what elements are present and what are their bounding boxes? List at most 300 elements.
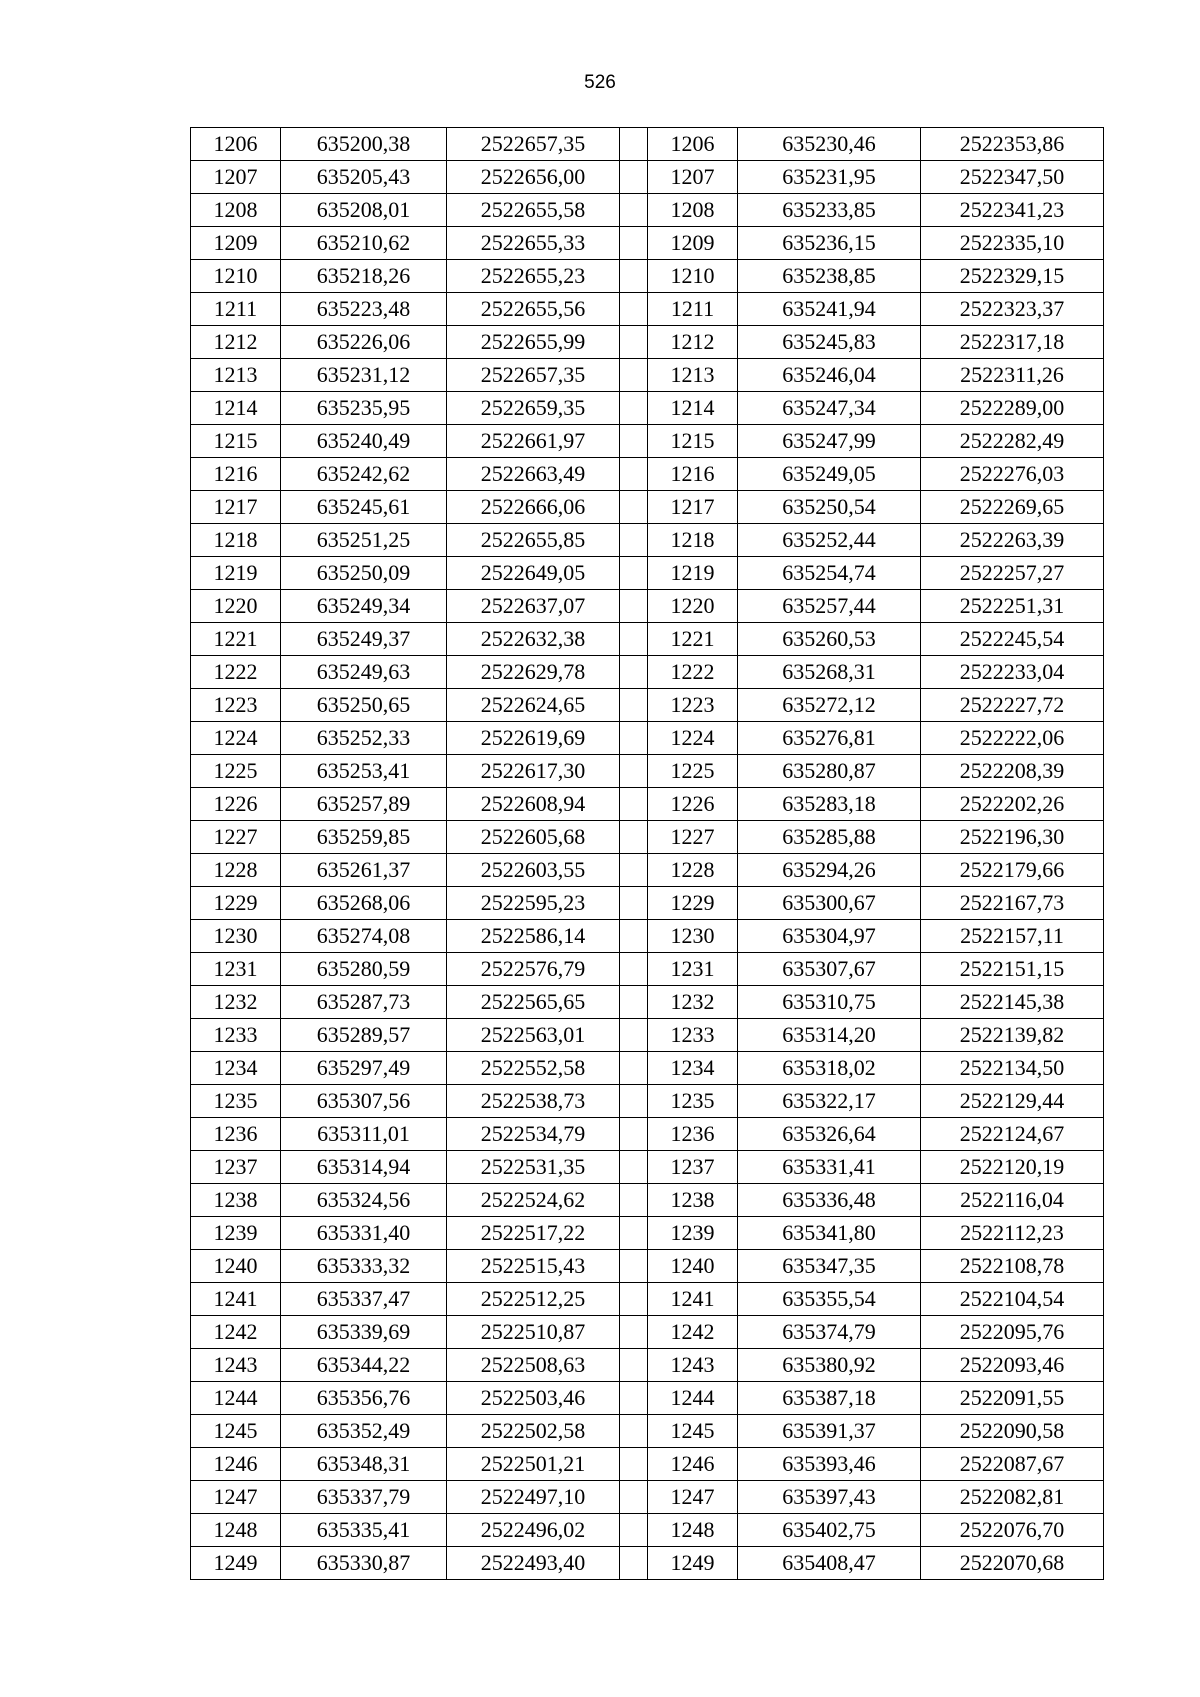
table-row	[191, 557, 1104, 590]
y-coordinate-right: 2522323,37	[921, 293, 1104, 326]
x-coordinate-left: 635240,49	[281, 425, 447, 458]
y-coordinate-left: 2522586,14	[447, 920, 620, 953]
point-number-left: 1224	[191, 722, 281, 755]
table-row	[191, 986, 1104, 1019]
spacer-cell	[620, 788, 648, 821]
spacer-cell	[620, 590, 648, 623]
point-number-right: 1208	[648, 194, 738, 227]
point-number-right: 1228	[648, 854, 738, 887]
y-coordinate-left: 2522632,38	[447, 623, 620, 656]
point-number-left: 1237	[191, 1151, 281, 1184]
x-coordinate-left: 635311,01	[281, 1118, 447, 1151]
x-coordinate-left: 635297,49	[281, 1052, 447, 1085]
spacer-cell	[620, 986, 648, 1019]
x-coordinate-right: 635247,34	[738, 392, 921, 425]
spacer-cell	[620, 260, 648, 293]
page-number: 526	[584, 72, 616, 93]
point-number-left: 1233	[191, 1019, 281, 1052]
point-number-right: 1235	[648, 1085, 738, 1118]
table-row	[191, 458, 1104, 491]
table-row	[191, 161, 1104, 194]
x-coordinate-left: 635223,48	[281, 293, 447, 326]
x-coordinate-right: 635355,54	[738, 1283, 921, 1316]
y-coordinate-right: 2522082,81	[921, 1481, 1104, 1514]
x-coordinate-right: 635304,97	[738, 920, 921, 953]
spacer-cell	[620, 1217, 648, 1250]
table-row	[191, 1283, 1104, 1316]
y-coordinate-left: 2522666,06	[447, 491, 620, 524]
point-number-right: 1240	[648, 1250, 738, 1283]
x-coordinate-left: 635348,31	[281, 1448, 447, 1481]
x-coordinate-right: 635374,79	[738, 1316, 921, 1349]
point-number-left: 1213	[191, 359, 281, 392]
y-coordinate-left: 2522629,78	[447, 656, 620, 689]
spacer-cell	[620, 1316, 648, 1349]
spacer-cell	[620, 1151, 648, 1184]
y-coordinate-left: 2522524,62	[447, 1184, 620, 1217]
spacer-cell	[620, 1415, 648, 1448]
y-coordinate-right: 2522289,00	[921, 392, 1104, 425]
point-number-right: 1247	[648, 1481, 738, 1514]
point-number-right: 1249	[648, 1547, 738, 1580]
y-coordinate-right: 2522341,23	[921, 194, 1104, 227]
x-coordinate-right: 635252,44	[738, 524, 921, 557]
y-coordinate-left: 2522655,85	[447, 524, 620, 557]
y-coordinate-left: 2522617,30	[447, 755, 620, 788]
x-coordinate-left: 635314,94	[281, 1151, 447, 1184]
x-coordinate-left: 635208,01	[281, 194, 447, 227]
point-number-left: 1234	[191, 1052, 281, 1085]
point-number-left: 1238	[191, 1184, 281, 1217]
spacer-cell	[620, 1448, 648, 1481]
x-coordinate-right: 635231,95	[738, 161, 921, 194]
y-coordinate-right: 2522245,54	[921, 623, 1104, 656]
table-row	[191, 689, 1104, 722]
spacer-cell	[620, 1085, 648, 1118]
point-number-left: 1222	[191, 656, 281, 689]
table-row	[191, 1217, 1104, 1250]
point-number-right: 1225	[648, 755, 738, 788]
point-number-right: 1242	[648, 1316, 738, 1349]
x-coordinate-right: 635347,35	[738, 1250, 921, 1283]
spacer-cell	[620, 491, 648, 524]
x-coordinate-left: 635249,37	[281, 623, 447, 656]
table-row	[191, 1316, 1104, 1349]
y-coordinate-right: 2522116,04	[921, 1184, 1104, 1217]
x-coordinate-left: 635235,95	[281, 392, 447, 425]
y-coordinate-right: 2522208,39	[921, 755, 1104, 788]
point-number-right: 1230	[648, 920, 738, 953]
x-coordinate-left: 635333,32	[281, 1250, 447, 1283]
point-number-right: 1248	[648, 1514, 738, 1547]
y-coordinate-right: 2522353,86	[921, 128, 1104, 161]
y-coordinate-right: 2522093,46	[921, 1349, 1104, 1382]
table-row	[191, 1448, 1104, 1481]
table-row	[191, 887, 1104, 920]
x-coordinate-left: 635352,49	[281, 1415, 447, 1448]
spacer-cell	[620, 326, 648, 359]
coordinates-table-body	[191, 128, 1104, 1580]
x-coordinate-right: 635260,53	[738, 623, 921, 656]
y-coordinate-right: 2522167,73	[921, 887, 1104, 920]
point-number-left: 1243	[191, 1349, 281, 1382]
x-coordinate-left: 635250,09	[281, 557, 447, 590]
x-coordinate-right: 635318,02	[738, 1052, 921, 1085]
point-number-right: 1216	[648, 458, 738, 491]
point-number-right: 1211	[648, 293, 738, 326]
point-number-left: 1229	[191, 887, 281, 920]
table-row	[191, 491, 1104, 524]
x-coordinate-right: 635331,41	[738, 1151, 921, 1184]
y-coordinate-right: 2522257,27	[921, 557, 1104, 590]
point-number-left: 1241	[191, 1283, 281, 1316]
y-coordinate-right: 2522112,23	[921, 1217, 1104, 1250]
x-coordinate-left: 635259,85	[281, 821, 447, 854]
y-coordinate-left: 2522531,35	[447, 1151, 620, 1184]
spacer-cell	[620, 722, 648, 755]
y-coordinate-left: 2522603,55	[447, 854, 620, 887]
y-coordinate-right: 2522145,38	[921, 986, 1104, 1019]
point-number-right: 1220	[648, 590, 738, 623]
x-coordinate-right: 635408,47	[738, 1547, 921, 1580]
x-coordinate-right: 635341,80	[738, 1217, 921, 1250]
point-number-right: 1206	[648, 128, 738, 161]
x-coordinate-left: 635242,62	[281, 458, 447, 491]
spacer-cell	[620, 1349, 648, 1382]
x-coordinate-right: 635387,18	[738, 1382, 921, 1415]
point-number-left: 1214	[191, 392, 281, 425]
x-coordinate-left: 635251,25	[281, 524, 447, 557]
table-row	[191, 326, 1104, 359]
table-row	[191, 293, 1104, 326]
table-row	[191, 953, 1104, 986]
x-coordinate-left: 635231,12	[281, 359, 447, 392]
point-number-right: 1236	[648, 1118, 738, 1151]
spacer-cell	[620, 1382, 648, 1415]
y-coordinate-right: 2522282,49	[921, 425, 1104, 458]
point-number-left: 1248	[191, 1514, 281, 1547]
y-coordinate-right: 2522091,55	[921, 1382, 1104, 1415]
y-coordinate-right: 2522129,44	[921, 1085, 1104, 1118]
point-number-right: 1244	[648, 1382, 738, 1415]
table-row	[191, 821, 1104, 854]
table-row	[191, 1151, 1104, 1184]
spacer-cell	[620, 1547, 648, 1580]
point-number-left: 1242	[191, 1316, 281, 1349]
spacer-cell	[620, 524, 648, 557]
y-coordinate-left: 2522508,63	[447, 1349, 620, 1382]
x-coordinate-right: 635402,75	[738, 1514, 921, 1547]
spacer-cell	[620, 887, 648, 920]
y-coordinate-right: 2522329,15	[921, 260, 1104, 293]
x-coordinate-right: 635245,83	[738, 326, 921, 359]
y-coordinate-left: 2522608,94	[447, 788, 620, 821]
y-coordinate-left: 2522659,35	[447, 392, 620, 425]
x-coordinate-right: 635247,99	[738, 425, 921, 458]
x-coordinate-left: 635200,38	[281, 128, 447, 161]
y-coordinate-left: 2522565,65	[447, 986, 620, 1019]
x-coordinate-right: 635322,17	[738, 1085, 921, 1118]
y-coordinate-left: 2522534,79	[447, 1118, 620, 1151]
x-coordinate-right: 635380,92	[738, 1349, 921, 1382]
y-coordinate-left: 2522497,10	[447, 1481, 620, 1514]
point-number-right: 1229	[648, 887, 738, 920]
y-coordinate-left: 2522538,73	[447, 1085, 620, 1118]
point-number-right: 1214	[648, 392, 738, 425]
x-coordinate-left: 635261,37	[281, 854, 447, 887]
point-number-right: 1215	[648, 425, 738, 458]
table-row	[191, 788, 1104, 821]
point-number-left: 1211	[191, 293, 281, 326]
y-coordinate-left: 2522655,33	[447, 227, 620, 260]
x-coordinate-right: 635310,75	[738, 986, 921, 1019]
point-number-right: 1207	[648, 161, 738, 194]
point-number-right: 1209	[648, 227, 738, 260]
point-number-left: 1247	[191, 1481, 281, 1514]
point-number-right: 1232	[648, 986, 738, 1019]
table-row	[191, 1415, 1104, 1448]
x-coordinate-left: 635249,63	[281, 656, 447, 689]
y-coordinate-right: 2522233,04	[921, 656, 1104, 689]
x-coordinate-right: 635238,85	[738, 260, 921, 293]
y-coordinate-left: 2522624,65	[447, 689, 620, 722]
y-coordinate-left: 2522657,35	[447, 128, 620, 161]
point-number-left: 1226	[191, 788, 281, 821]
table-row	[191, 194, 1104, 227]
x-coordinate-left: 635257,89	[281, 788, 447, 821]
x-coordinate-left: 635287,73	[281, 986, 447, 1019]
point-number-left: 1208	[191, 194, 281, 227]
x-coordinate-left: 635218,26	[281, 260, 447, 293]
table-row	[191, 1118, 1104, 1151]
spacer-cell	[620, 293, 648, 326]
y-coordinate-right: 2522311,26	[921, 359, 1104, 392]
x-coordinate-right: 635294,26	[738, 854, 921, 887]
x-coordinate-right: 635280,87	[738, 755, 921, 788]
x-coordinate-left: 635337,47	[281, 1283, 447, 1316]
point-number-right: 1233	[648, 1019, 738, 1052]
spacer-cell	[620, 689, 648, 722]
y-coordinate-left: 2522552,58	[447, 1052, 620, 1085]
point-number-right: 1239	[648, 1217, 738, 1250]
y-coordinate-right: 2522179,66	[921, 854, 1104, 887]
y-coordinate-right: 2522335,10	[921, 227, 1104, 260]
y-coordinate-right: 2522070,68	[921, 1547, 1104, 1580]
y-coordinate-right: 2522104,54	[921, 1283, 1104, 1316]
table-row	[191, 1382, 1104, 1415]
y-coordinate-left: 2522655,58	[447, 194, 620, 227]
x-coordinate-right: 635249,05	[738, 458, 921, 491]
point-number-left: 1215	[191, 425, 281, 458]
point-number-left: 1223	[191, 689, 281, 722]
table-row	[191, 722, 1104, 755]
y-coordinate-left: 2522656,00	[447, 161, 620, 194]
spacer-cell	[620, 1184, 648, 1217]
point-number-right: 1234	[648, 1052, 738, 1085]
x-coordinate-left: 635274,08	[281, 920, 447, 953]
point-number-right: 1212	[648, 326, 738, 359]
y-coordinate-right: 2522134,50	[921, 1052, 1104, 1085]
y-coordinate-left: 2522512,25	[447, 1283, 620, 1316]
spacer-cell	[620, 359, 648, 392]
table-row	[191, 656, 1104, 689]
y-coordinate-right: 2522120,19	[921, 1151, 1104, 1184]
point-number-right: 1217	[648, 491, 738, 524]
x-coordinate-right: 635276,81	[738, 722, 921, 755]
table-row	[191, 359, 1104, 392]
y-coordinate-left: 2522501,21	[447, 1448, 620, 1481]
point-number-left: 1240	[191, 1250, 281, 1283]
x-coordinate-right: 635326,64	[738, 1118, 921, 1151]
point-number-right: 1238	[648, 1184, 738, 1217]
x-coordinate-right: 635246,04	[738, 359, 921, 392]
spacer-cell	[620, 1250, 648, 1283]
x-coordinate-left: 635330,87	[281, 1547, 447, 1580]
y-coordinate-left: 2522510,87	[447, 1316, 620, 1349]
table-row	[191, 260, 1104, 293]
spacer-cell	[620, 227, 648, 260]
y-coordinate-right: 2522263,39	[921, 524, 1104, 557]
table-row	[191, 854, 1104, 887]
point-number-left: 1216	[191, 458, 281, 491]
table-row	[191, 1547, 1104, 1580]
y-coordinate-left: 2522517,22	[447, 1217, 620, 1250]
point-number-left: 1212	[191, 326, 281, 359]
point-number-left: 1245	[191, 1415, 281, 1448]
y-coordinate-right: 2522151,15	[921, 953, 1104, 986]
point-number-left: 1210	[191, 260, 281, 293]
point-number-left: 1206	[191, 128, 281, 161]
y-coordinate-right: 2522347,50	[921, 161, 1104, 194]
spacer-cell	[620, 1283, 648, 1316]
spacer-cell	[620, 128, 648, 161]
x-coordinate-right: 635254,74	[738, 557, 921, 590]
y-coordinate-right: 2522108,78	[921, 1250, 1104, 1283]
point-number-left: 1235	[191, 1085, 281, 1118]
y-coordinate-left: 2522595,23	[447, 887, 620, 920]
point-number-left: 1231	[191, 953, 281, 986]
table-row	[191, 755, 1104, 788]
spacer-cell	[620, 161, 648, 194]
x-coordinate-right: 635307,67	[738, 953, 921, 986]
x-coordinate-left: 635210,62	[281, 227, 447, 260]
point-number-left: 1232	[191, 986, 281, 1019]
x-coordinate-right: 635241,94	[738, 293, 921, 326]
y-coordinate-left: 2522655,99	[447, 326, 620, 359]
y-coordinate-right: 2522087,67	[921, 1448, 1104, 1481]
y-coordinate-right: 2522139,82	[921, 1019, 1104, 1052]
x-coordinate-right: 635233,85	[738, 194, 921, 227]
point-number-right: 1213	[648, 359, 738, 392]
y-coordinate-right: 2522196,30	[921, 821, 1104, 854]
spacer-cell	[620, 1118, 648, 1151]
x-coordinate-left: 635289,57	[281, 1019, 447, 1052]
spacer-cell	[620, 194, 648, 227]
point-number-right: 1243	[648, 1349, 738, 1382]
y-coordinate-left: 2522503,46	[447, 1382, 620, 1415]
point-number-right: 1210	[648, 260, 738, 293]
x-coordinate-right: 635393,46	[738, 1448, 921, 1481]
y-coordinate-right: 2522276,03	[921, 458, 1104, 491]
x-coordinate-right: 635268,31	[738, 656, 921, 689]
x-coordinate-left: 635250,65	[281, 689, 447, 722]
table-row	[191, 1250, 1104, 1283]
table-row	[191, 227, 1104, 260]
point-number-right: 1246	[648, 1448, 738, 1481]
y-coordinate-left: 2522493,40	[447, 1547, 620, 1580]
point-number-left: 1239	[191, 1217, 281, 1250]
y-coordinate-left: 2522663,49	[447, 458, 620, 491]
table-row	[191, 1184, 1104, 1217]
point-number-left: 1225	[191, 755, 281, 788]
point-number-left: 1230	[191, 920, 281, 953]
point-number-right: 1237	[648, 1151, 738, 1184]
x-coordinate-left: 635205,43	[281, 161, 447, 194]
y-coordinate-right: 2522269,65	[921, 491, 1104, 524]
spacer-cell	[620, 920, 648, 953]
table-row	[191, 1019, 1104, 1052]
point-number-left: 1217	[191, 491, 281, 524]
point-number-right: 1221	[648, 623, 738, 656]
x-coordinate-left: 635344,22	[281, 1349, 447, 1382]
x-coordinate-right: 635336,48	[738, 1184, 921, 1217]
table-row	[191, 392, 1104, 425]
spacer-cell	[620, 623, 648, 656]
table-row	[191, 1085, 1104, 1118]
table-row	[191, 623, 1104, 656]
x-coordinate-right: 635230,46	[738, 128, 921, 161]
spacer-cell	[620, 854, 648, 887]
y-coordinate-left: 2522637,07	[447, 590, 620, 623]
x-coordinate-left: 635339,69	[281, 1316, 447, 1349]
y-coordinate-left: 2522502,58	[447, 1415, 620, 1448]
point-number-right: 1219	[648, 557, 738, 590]
point-number-left: 1246	[191, 1448, 281, 1481]
x-coordinate-left: 635307,56	[281, 1085, 447, 1118]
point-number-left: 1220	[191, 590, 281, 623]
table-row	[191, 524, 1104, 557]
x-coordinate-left: 635268,06	[281, 887, 447, 920]
point-number-left: 1218	[191, 524, 281, 557]
spacer-cell	[620, 1052, 648, 1085]
x-coordinate-right: 635283,18	[738, 788, 921, 821]
y-coordinate-right: 2522157,11	[921, 920, 1104, 953]
x-coordinate-right: 635250,54	[738, 491, 921, 524]
y-coordinate-right: 2522251,31	[921, 590, 1104, 623]
point-number-left: 1207	[191, 161, 281, 194]
y-coordinate-left: 2522605,68	[447, 821, 620, 854]
spacer-cell	[620, 1514, 648, 1547]
x-coordinate-left: 635335,41	[281, 1514, 447, 1547]
spacer-cell	[620, 755, 648, 788]
y-coordinate-right: 2522227,72	[921, 689, 1104, 722]
point-number-left: 1244	[191, 1382, 281, 1415]
spacer-cell	[620, 1481, 648, 1514]
y-coordinate-right: 2522076,70	[921, 1514, 1104, 1547]
x-coordinate-right: 635257,44	[738, 590, 921, 623]
spacer-cell	[620, 425, 648, 458]
coordinates-table	[190, 127, 1104, 1580]
x-coordinate-right: 635391,37	[738, 1415, 921, 1448]
x-coordinate-left: 635249,34	[281, 590, 447, 623]
point-number-left: 1219	[191, 557, 281, 590]
y-coordinate-left: 2522661,97	[447, 425, 620, 458]
table-row	[191, 1349, 1104, 1382]
x-coordinate-left: 635226,06	[281, 326, 447, 359]
y-coordinate-right: 2522095,76	[921, 1316, 1104, 1349]
x-coordinate-left: 635324,56	[281, 1184, 447, 1217]
y-coordinate-left: 2522563,01	[447, 1019, 620, 1052]
